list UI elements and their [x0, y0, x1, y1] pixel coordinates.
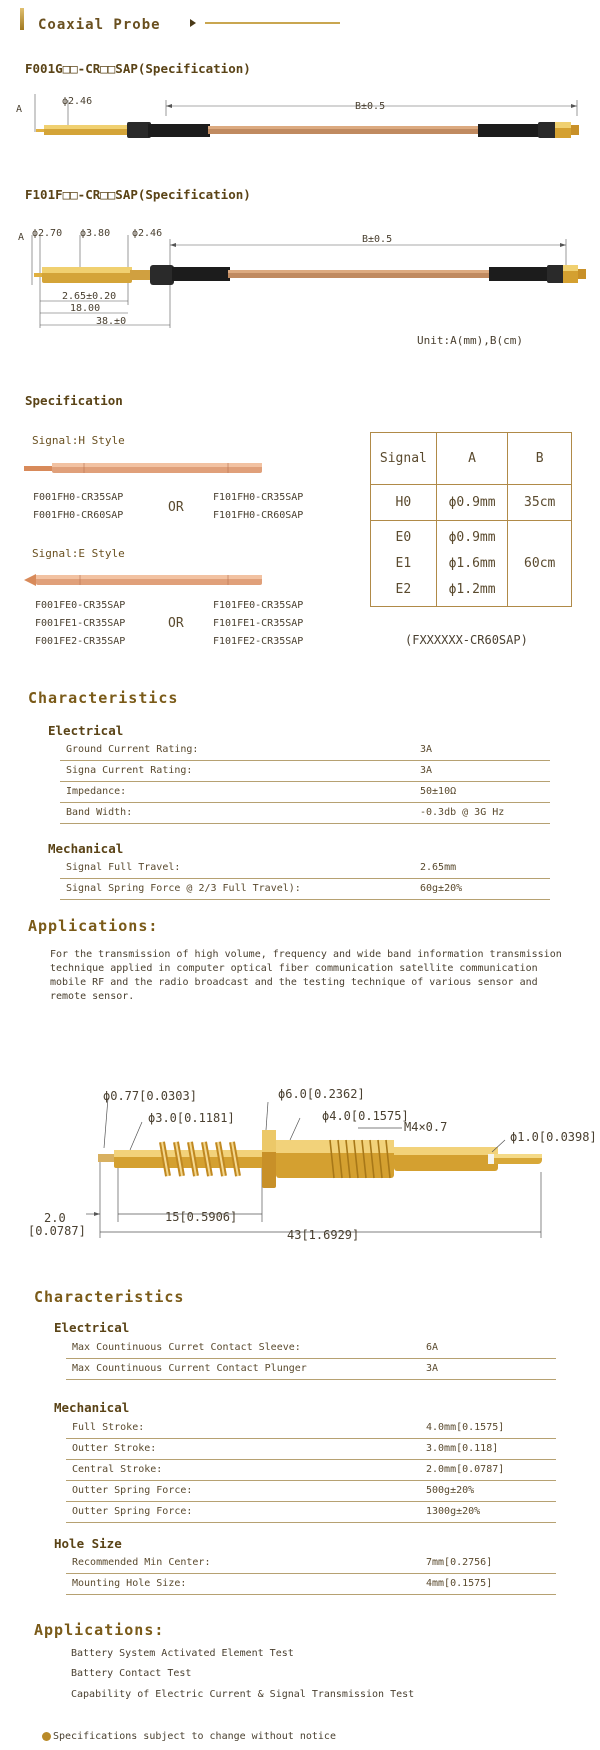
- th-a: A: [436, 433, 508, 485]
- e-signal-0: E0: [395, 529, 412, 545]
- td-h-signal: H0: [371, 485, 437, 521]
- row-val: 4mm[0.1575]: [426, 1578, 493, 1589]
- probe2-dim-b: B±0.5: [362, 234, 393, 245]
- row-key: Max Countinuous Curret Contact Sleeve:: [72, 1342, 301, 1353]
- char1-m-row-0: [60, 858, 550, 879]
- char2-title: Characteristics: [34, 1288, 185, 1306]
- pogo-d5: ϕ1.0[0.0398]: [510, 1130, 597, 1144]
- td-h-b: 35cm: [508, 485, 572, 521]
- row-val: 2.65mm: [420, 862, 457, 873]
- row-key: Signal Full Travel:: [66, 862, 181, 873]
- char2-e-row-0: [66, 1338, 556, 1359]
- pogo-d2: ϕ3.0[0.1181]: [148, 1111, 235, 1125]
- pogo-thread: M4×0.7: [404, 1120, 448, 1134]
- char1-e-row-1: [60, 761, 550, 782]
- bullet-icon: [42, 1732, 51, 1741]
- spec-title: Specification: [25, 393, 123, 408]
- probe2-len2: 18.00: [70, 303, 101, 314]
- probe2-dim-a: A: [18, 232, 25, 243]
- pogo-d4: ϕ4.0[0.1575]: [322, 1109, 409, 1123]
- app2-item-0: Battery System Activated Element Test: [71, 1648, 294, 1659]
- row-key: Ground Current Rating:: [66, 744, 199, 755]
- probe2-len1: 2.65±0.20: [62, 291, 117, 302]
- row-key: Mounting Hole Size:: [72, 1578, 187, 1589]
- probe2-dim-phi2: ϕ3.80: [80, 228, 111, 239]
- char1-e-row-0: [60, 740, 550, 761]
- row-val: 3.0mm[0.118]: [426, 1443, 499, 1454]
- pogo-l2: 15[0.5906]: [165, 1210, 238, 1224]
- row-val: 1300g±20%: [426, 1506, 481, 1517]
- row-key: Impedance:: [66, 786, 127, 797]
- e-right-2: F101FE1-CR35SAP: [213, 618, 304, 629]
- row-key: Recommended Min Center:: [72, 1557, 211, 1568]
- char2-electrical-title: Electrical: [54, 1320, 130, 1335]
- app1-title: Applications:: [28, 917, 159, 935]
- app1-line: mobile RF and the radio broadcast and the testing technique of various sensor and: [50, 977, 538, 988]
- app2-item-1: Battery Contact Test: [71, 1668, 192, 1679]
- app1-text: [50, 948, 562, 1004]
- h-style-label: Signal:H Style: [32, 434, 125, 447]
- char2-m-row-1: [66, 1439, 556, 1460]
- app1-line: remote sensor.: [50, 991, 135, 1002]
- td-h-a: ϕ0.9mm: [436, 485, 508, 521]
- app1-line: technique applied in computer optical fiber communication satellite communication: [50, 963, 538, 974]
- probe1-title: F001G□□-CR□□SAP(Specification): [25, 61, 251, 76]
- char2-m-row-2: [66, 1460, 556, 1481]
- char1-mechanical-title: Mechanical: [48, 841, 124, 856]
- row-val: 2.0mm[0.0787]: [426, 1464, 505, 1475]
- char2-h-row-0: [66, 1553, 556, 1574]
- header-rule: [205, 22, 340, 24]
- char1-e-row-3: [60, 803, 550, 824]
- row-key: Central Stroke:: [72, 1464, 163, 1475]
- pogo-l1b: [0.0787]: [28, 1224, 86, 1238]
- row-val: 50±10Ω: [420, 786, 457, 797]
- row-val: 3A: [426, 1363, 439, 1374]
- row-key: Full Stroke:: [72, 1422, 145, 1433]
- e-left-2: F001FE1-CR35SAP: [35, 618, 126, 629]
- char1-title: Characteristics: [28, 689, 179, 707]
- e-style-probe-image: [22, 571, 274, 589]
- char2-h-row-1: [66, 1574, 556, 1595]
- td-e-b: 60cm: [508, 521, 572, 607]
- e-style-label: Signal:E Style: [32, 547, 125, 560]
- e-signal-1: E1: [395, 555, 412, 571]
- pogo-l3: 43[1.6929]: [287, 1228, 360, 1242]
- row-key: Outter Spring Force:: [72, 1506, 193, 1517]
- h-right-2: F101FH0-CR60SAP: [213, 510, 304, 521]
- probe2-len3: 38.±0: [96, 316, 127, 327]
- arrow-right-icon: [190, 19, 196, 27]
- row-val: -0.3db @ 3G Hz: [420, 807, 505, 818]
- row-key: Signal Spring Force @ 2/3 Full Travel):: [66, 883, 301, 894]
- char2-m-row-0: [66, 1418, 556, 1439]
- e-a-2: ϕ1.2mm: [448, 581, 496, 597]
- char1-m-row-1: [60, 879, 550, 900]
- char2-m-row-3: [66, 1481, 556, 1502]
- char1-e-row-2: [60, 782, 550, 803]
- char2-e-row-1: [66, 1359, 556, 1380]
- e-a-0: ϕ0.9mm: [448, 529, 496, 545]
- pogo-d1: ϕ0.77[0.0303]: [103, 1089, 197, 1103]
- th-signal: Signal: [371, 433, 437, 485]
- probe1-drawing: [10, 92, 600, 152]
- h-left-1: F001FH0-CR35SAP: [33, 492, 124, 503]
- row-key: Outter Spring Force:: [72, 1485, 193, 1496]
- pogo-l1a: 2.0: [44, 1211, 66, 1225]
- probe1-dim-phi: ϕ2.46: [62, 96, 93, 107]
- row-val: 4.0mm[0.1575]: [426, 1422, 505, 1433]
- pogo-pin-drawing: [0, 1080, 600, 1250]
- probe2-dim-phi3: ϕ2.46: [132, 228, 163, 239]
- row-key: Max Countinuous Current Contact Plunger: [72, 1363, 307, 1374]
- row-val: 3A: [420, 765, 433, 776]
- spec-note: (FXXXXXX-CR60SAP): [405, 633, 528, 647]
- e-right-1: F101FE0-CR35SAP: [213, 600, 304, 611]
- footer-note: Specifications subject to change without notice: [53, 1731, 336, 1742]
- spec-table: [370, 432, 572, 607]
- page-title: Coaxial Probe: [38, 17, 161, 33]
- unit-note: Unit:A(mm),B(cm): [417, 334, 523, 347]
- row-val: 60g±20%: [420, 883, 463, 894]
- h-or: OR: [168, 500, 184, 515]
- e-a-1: ϕ1.6mm: [448, 555, 496, 571]
- header-bar-icon: [20, 8, 24, 30]
- app2-item-2: Capability of Electric Current & Signal Transmission Test: [71, 1689, 415, 1700]
- e-or: OR: [168, 616, 184, 631]
- row-val: 7mm[0.2756]: [426, 1557, 493, 1568]
- row-val: 6A: [426, 1342, 439, 1353]
- probe1-dim-a: A: [16, 104, 23, 115]
- row-key: Signa Current Rating:: [66, 765, 193, 776]
- app2-title: Applications:: [34, 1621, 165, 1639]
- app1-line: For the transmission of high volume, frequency and wide band information transmission: [50, 949, 562, 960]
- row-val: 500g±20%: [426, 1485, 475, 1496]
- h-style-probe-image: [22, 460, 274, 476]
- td-e-signals: [371, 521, 437, 607]
- e-left-1: F001FE0-CR35SAP: [35, 600, 126, 611]
- probe2-title: F101F□□-CR□□SAP(Specification): [25, 187, 251, 202]
- probe1-dim-b: B±0.5: [355, 101, 386, 112]
- td-e-a: [436, 521, 508, 607]
- row-key: Outter Stroke:: [72, 1443, 157, 1454]
- e-right-3: F101FE2-CR35SAP: [213, 636, 304, 647]
- e-left-3: F001FE2-CR35SAP: [35, 636, 126, 647]
- char2-m-row-4: [66, 1502, 556, 1523]
- row-key: Band Width:: [66, 807, 133, 818]
- pogo-d3: ϕ6.0[0.2362]: [278, 1087, 365, 1101]
- th-b: B: [508, 433, 572, 485]
- char2-mechanical-title: Mechanical: [54, 1400, 130, 1415]
- e-signal-2: E2: [395, 581, 412, 597]
- char1-electrical-title: Electrical: [48, 723, 124, 738]
- h-right-1: F101FH0-CR35SAP: [213, 492, 304, 503]
- h-left-2: F001FH0-CR60SAP: [33, 510, 124, 521]
- probe2-dim-phi1: ϕ2.70: [32, 228, 63, 239]
- row-val: 3A: [420, 744, 433, 755]
- char2-hole-title: Hole Size: [54, 1536, 122, 1551]
